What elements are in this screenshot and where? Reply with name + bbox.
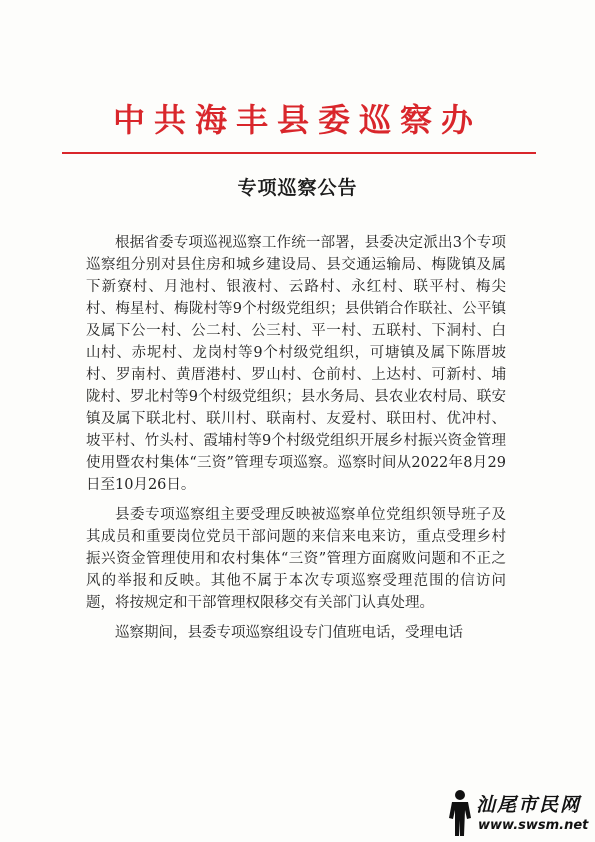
standing-person-silhouette-icon — [440, 788, 480, 838]
watermark-site-url: www.swsm.net — [478, 818, 589, 833]
body-paragraph-1: 根据省委专项巡视巡察工作统一部署，县委决定派出3个专项巡察组分别对县住房和城乡建设局、县交通运输局、梅陇镇及属下新寮村、月池村、银液村、云路村、永红村、联平村、梅尖村、梅星村、梅陇村等9个村级党组织；县供销合作联社、公平镇及属下公一村、公二村、公三村、平一村、五联村、下洞村、白山村、赤坭村、龙岗村等9个村级党组织，可塘镇及属下陈厝坡村、罗南村、黄厝港村、罗山村、仓前村、上达村、可新村、埔陇村、罗北村等9个村级党组织；县水务局、县农业农村局、联安镇及属下联北村、联川村、联南村、友爱村、联田村、优冲村、坡平村、竹头村、霞埔村等9个村级党组织开展乡村振兴资金管理使用暨农村集体“三资”管理专项巡察。巡察时间从2022年8月29日至10月26日。 — [86, 235, 506, 493]
site-watermark — [440, 788, 590, 838]
watermark-site-name: 汕尾市民网 — [476, 794, 582, 816]
header-red-rule — [62, 152, 536, 154]
document-body — [86, 232, 506, 652]
document-title: 专项巡察公告 — [237, 177, 358, 199]
org-header: 中共海丰县委巡察办 — [112, 101, 482, 139]
body-paragraph-3: 巡察期间，县委专项巡察组设专门值班电话，受理电话 — [115, 625, 463, 641]
body-paragraph-2: 县委专项巡察组主要受理反映被巡察单位党组织领导班子及其成员和重要岗位党员干部问题的来信来电来访，重点受理乡村振兴资金管理使用和农村集体“三资”管理方面腐败问题和不正之风的举报和反映。其他不属于本次专项巡察受理范围的信访问题，将按规定和干部管理权限移交有关部门认真处理。 — [86, 507, 506, 611]
